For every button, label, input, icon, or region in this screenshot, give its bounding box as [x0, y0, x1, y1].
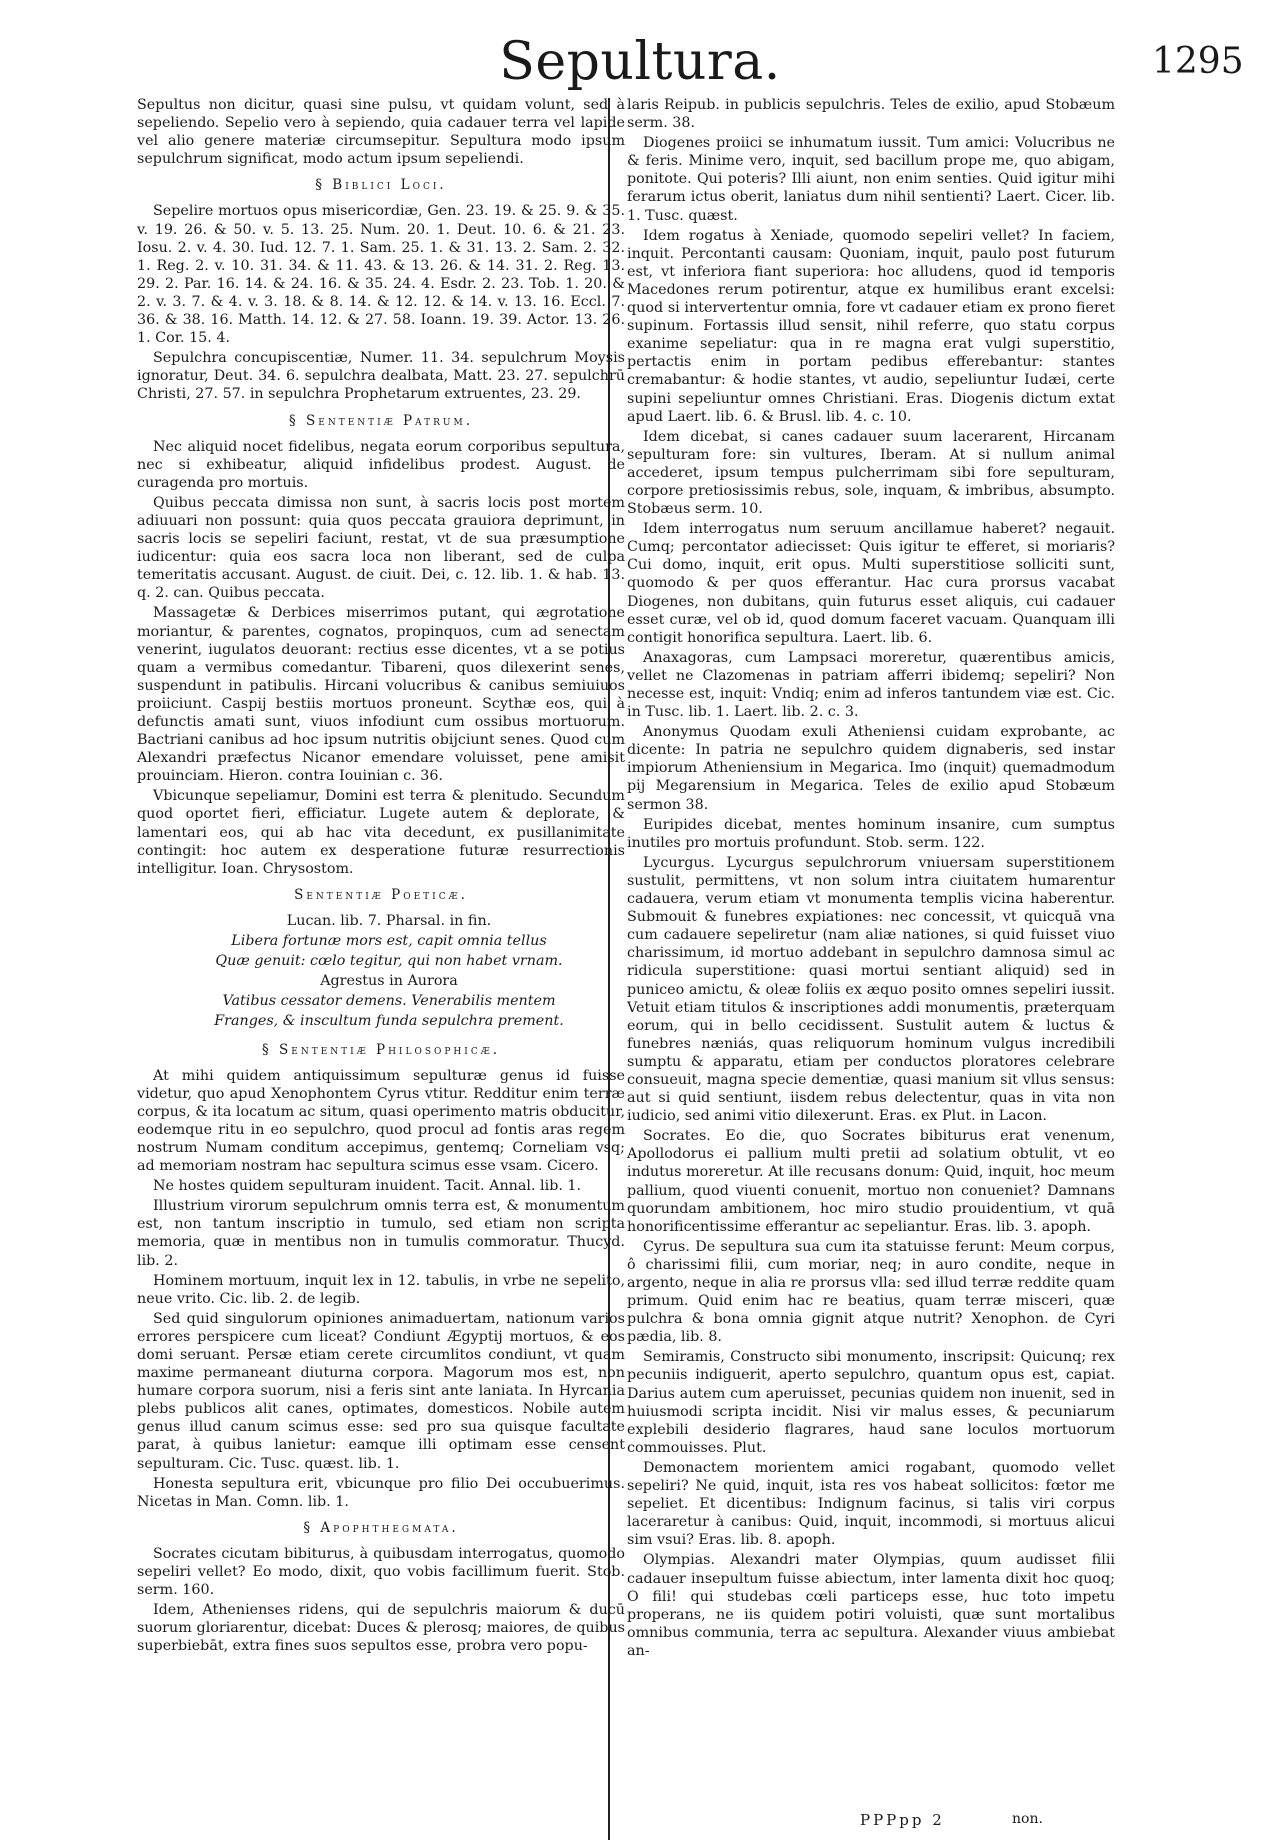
patrum-paragraph: Nec aliquid nocet fidelibus, negata eorum corporibus sepultura, nec si exhibeatur, aliquid infidelibus prodest. August. de curagenda pro mortuis. [137, 438, 625, 491]
section-heading-apophthegmata: § Apophthegmata. [303, 1519, 459, 1536]
philosophic-paragraph: At mihi quidem antiquissimum sepulturæ genus id fuisse videtur, quo apud Xenophontem Cyrus vtitur. Redditur enim terræ corpus, & ita locatum ac situm, quasi operimento matris obducitur, eodemque ritu in eo sepulchro, quod procul ad fontis aras regem nostrum Numam conditum accepimus, gentemq; Corneliam vsq; ad memoriam nostram hac sepultura scimus esse vsam. Cicero. [137, 1067, 625, 1175]
signature-mark: PPPpp 2 [860, 1811, 945, 1829]
left-column [137, 96, 625, 1658]
apophthegm-paragraph: Idem, Athenienses ridens, qui de sepulchris maiorum & ducū suorum gloriarentur, dicebat: Duces & plerosq; maiores, de quibus superbiebāt, extra fines suos sepultos esse, probra vero popu- [137, 1602, 625, 1655]
apophthegm-paragraph: Demonactem morientem amici rogabant, quomodo vellet sepeliri? Ne quid, inquit, ista res vos habeat sollicitos: fœtor me sepeliet. Et dicentibus: Indignum facinus, si talis viri corpus laceraretur à canibus: Quid, inquit, incommodi, si mortuus alicui sim vsui? Eras. lib. 8. apoph. [627, 1459, 1115, 1549]
philosophic-paragraph: Illustrium virorum sepulchrum omnis terra est, & monumentum est, non tantum inscriptio in tumulo, sed etiam non scripta memoria, quæ in mentibus non in tumulis commoratur. Thucyd. lib. 2. [137, 1198, 625, 1269]
apophthegm-paragraph: Lycurgus. Lycurgus sepulchrorum vniuersam superstitionem sustulit, permittens, vt non solum intra ciuitatem humarentur cadauera, verum etiam vt monumenta templis vicina haberentur. Submouit & funebres expiationes: nec concessit, vt quicquā vna cum cadauere sepeliretur (nam aliæ nationes, si quid fuisset viuo charissimum, id mortuo addebant in sepulchro damnosa simul ac ridicula superstitione: quasi mortui sentiant aliquid) sed in puniceo amictu, & oleæ foliis ex æquo posito omnes sepeliri iussit. Vetuit etiam titulos & inscriptiones addi monumentis, præterquam eorum, qui in bello cecidissent. Sustulit autem & luctus & funebres næniás, quas reliquorum hominum vulgus incredibili sumptu & apparatu, etiam per conductos ploratores celebrare consueuit, magna specie dementiæ, quasi manium sit vllus sensus: aut si quid sentiunt, iisdem rebus delectentur, quas in vita non iudicio, sed animi vitio dilexerunt. Eras. ex Plut. in Lacon. [627, 854, 1115, 1125]
apophthegm-paragraph: Diogenes proiici se inhumatum iussit. Tum amici: Volucribus ne & feris. Minime vero, inquit, sed bacillum prope me, quo abigam, ponitote. Qui poteris? Illi aiunt, non enim senties. Quid igitur mihi ferarum ictus oberit, laniatus dum nihil sentienti? Laert. Cicer. lib. 1. Tusc. quæst. [627, 135, 1115, 224]
poetic-source: Agrestus in Aurora [320, 973, 458, 990]
apophthegm-paragraph: Idem dicebat, si canes cadauer suum lacerarent, Hircanam sepulturam fore: sin vultures, Iberam. At si nullum animal accederet, ipsum tempus pulcherrimam sibi fore sepulturam, corpore pretiosissimis rebus, sole, inquam, & imbribus, absumpto. Stobæus serm. 10. [627, 428, 1115, 518]
apophthegm-paragraph: Socrates cicutam bibiturus, à quibusdam interrogatus, quomodo sepeliri vellet? Eo modo, dixit, quo vobis facillimum fuerit. Stob. serm. 160. [137, 1545, 625, 1599]
apophthegm-paragraph: Euripides dicebat, mentes hominum insanire, cum sumptus inutiles pro mortuis profundunt. Stob. serm. 122. [627, 816, 1115, 851]
apophthegm-paragraph: laris Reipub. in publicis sepulchris. Teles de exilio, apud Stobæum serm. 38. [627, 97, 1115, 132]
apophthegm-paragraph: Socrates. Eo die, quo Socrates bibiturus erat venenum, Apollodorus ei pallium multi pretii ad solatium obtulit, vt eo indutus moreretur. At ille recusans donum: Quid, inquit, hoc meum pallium, quod viuenti conuenit, mortuo non conueniet? Damnans quorundam ambitionem, hoc miro studio prouidentium, vt quā honorificentissime efferantur ac sepeliantur. Eras. lib. 3. apoph. [627, 1128, 1115, 1235]
poetic-verse: Quæ genuit: cœlo tegitur, qui non habet vrnam. [215, 953, 563, 970]
apophthegm-paragraph: Idem rogatus à Xeniade, quomodo sepeliri vellet? In faciem, inquit. Percontanti causam: Quoniam, inquit, paulo post futurum est, vt inferiora fiant superiora: hoc alludens, quod id temporis Macedones rerum potirentur, atque ex humilibus erant excelsi: quod si intervertentur omnia, fore vt cadauer etiam ex prono fieret supinum. Fortassis illud sensit, nihil referre, quo statu corpus exanime sepeliatur: qua in re magna erat vulgi superstitio, pertactis enim in portam pedibus efferebantur: stantes cremabantur: & hodie stantes, vt audio, sepeliuntur Iudæi, certe supini sepeliuntur omnes Christiani. Eras. Diogenis dictum extat apud Laert. lib. 6. & Brusl. lib. 4. c. 10. [627, 227, 1115, 425]
philosophic-paragraph: Ne hostes quidem sepulturam inuident. Tacit. Annal. lib. 1. [153, 1178, 582, 1195]
intro-paragraph: Sepultus non dicitur, quasi sine pulsu, vt quidam volunt, sed à sepeliendo. Sepelio vero à sepiendo, quia cadauer terra vel lapide vel alio genere materiæ circumsepitur. Sepultura modo ipsum sepulchrum significat, modo actum ipsum sepeliendi. [137, 97, 625, 168]
apophthegm-paragraph: Anonymus Quodam exuli Atheniensi cuidam exprobante, ac dicente: In patria ne sepulchro quidem dignaberis, sed instar impiorum Atheniensium in Megarica. Imo (inquit) quemadmodum pij Megarensium in Megarica. Teles de exilio apud Stobæum sermon 38. [627, 724, 1115, 813]
poetic-quotes [137, 912, 625, 1031]
section-heading-philosophicae: § Sententiæ Philosophicæ. [261, 1041, 501, 1058]
poetic-source: Lucan. lib. 7. Pharsal. in fin. [286, 912, 492, 929]
page-number: 1295 [1152, 41, 1244, 82]
right-column [627, 96, 1115, 1662]
apophthegm-paragraph: Anaxagoras, cum Lampsaci moreretur, quærentibus amicis, vellet ne Clazomenas in patriam afferri ibidemq; sepeliri? Non necesse est, inquit: Vndiq; enim ad inferos tantundem viæ est. Cic. in Tusc. lib. 1. Laert. lib. 2. c. 3. [627, 649, 1115, 721]
biblici-paragraph: Sepulchra concupiscentiæ, Numer. 11. 34. sepulchrum Moysis ignoratur, Deut. 34. 6. sepulchra dealbata, Matt. 23. 27. sepulchrū Christi, 27. 57. in sepulchra Prophetarum extruentes, 23. 29. [137, 350, 625, 403]
running-title: Sepultura. [499, 32, 781, 92]
philosophic-paragraph: Honesta sepultura erit, vbicunque pro filio Dei occubuerimus. Nicetas in Man. Comn. lib. 1. [137, 1475, 625, 1510]
poetic-verse: Franges, & inscultum funda sepulchra prement. [214, 1013, 564, 1030]
philosophic-paragraph: Sed quid singulorum opiniones animaduertam, nationum varios errores perspicere cum liceat? Condiunt Ægyptij mortuos, & eos domi seruant. Persæ etiam cerete circumlitos condiunt, vt quam maxime permaneant diuturna corpora. Magorum mos est, non humare corpora suorum, nisi a feris sint ante laniata. In Hyrcania plebs publicos alit canes, optimates, domesticos. Nobile autem genus illud canum scimus esse: sed pro sua quisque facultate parat, à quibus lanietur: eamque illi optimam esse censent sepulturam. Cic. Tusc. quæst. lib. 1. [137, 1310, 625, 1472]
section-heading-biblici: § Biblici Loci. [315, 177, 447, 194]
section-heading-patrum: § Sententiæ Patrum. [288, 412, 473, 429]
apophthegm-paragraph: Cyrus. De sepultura sua cum ita statuisse ferunt: Meum corpus, ô charissimi filii, cum moriar, neq; in auro condite, neque in argento, neque in alia re prorsus vlla: sed illud terræ reddite quam primum. Quid enim hac re beatius, quam terræ misceri, quæ pulchra & bona omnia gignit atque nutrit? Xenophon. de Cyri pædia, lib. 8. [627, 1238, 1115, 1346]
apophthegm-paragraph: Olympias. Alexandri mater Olympias, quum audisset filii cadauer insepultum fuisse abiectum, inter lamenta dixit hoc quoq; O fili! qui studebas cœli particeps esse, huc toto impetu properans, ne iis quidem potiri voluisti, quæ sunt mortalibus omnibus communia, terra ac sepultura. Alexander viuus ambiebat an- [627, 1552, 1115, 1659]
philosophic-paragraph: Hominem mortuum, inquit lex in 12. tabulis, in vrbe ne sepelito, neue vrito. Cic. lib. 2. de legib. [137, 1272, 625, 1307]
catchword: non. [1012, 1811, 1043, 1827]
biblici-paragraph: Sepelire mortuos opus misericordiæ, Gen. 23. 19. & 25. 9. & 35. v. 19. 26. & 50. v. 5. 13. 25. Num. 20. 1. Deut. 10. 6. & 21. 23. Iosu. 2. v. 4. 30. Iud. 12. 7. 1. Sam. 25. 1. & 31. 13. 2. Sam. 2. 32. 1. Reg. 2. v. 10. 31. 34. & 11. 43. & 13. 26. & 14. 31. 2. Reg. 13. 29. 2. Par. 16. 14. & 24. 16. & 35. 24. 4. Esdr. 2. 23. Tob. 1. 20. & 2. v. 3. 7. & 4. v. 3. 18. & 8. 14. & 12. 12. & 14. v. 13. 16. Eccl. 7. 36. & 38. 16. Matth. 14. 12. & 27. 58. Ioann. 19. 39. Actor. 13. 26. 1. Cor. 15. 4. [137, 203, 625, 347]
patrum-paragraph: Vbicunque sepeliamur, Domini est terra & plenitudo. Secundum quod oportet fieri, efficiatur. Lugete autem & deplorate, & lamentari eos, qui ab hac vita decedunt, ex pusillanimitate contingit: hoc autem ex desperatione futuræ resurrectionis intelligitur. Ioan. Chrysostom. [137, 788, 625, 877]
apophthegm-paragraph: Idem interrogatus num seruum ancillamue haberet? negauit. Cumq; percontator adiecisset: Quis igitur te efferet, si moriaris? Cui domo, inquit, erit opus. Multi superstitiose solliciti sunt, quomodo & per quos efferantur. Hac cura prorsus vacabat Diogenes, non dubitans, quin futurus esset aliquis, cui cadauer esset curæ, vel ob id, quod domum faceret vacuam. Quanquam illi contigit honorifica sepultura. Laert. lib. 6. [627, 521, 1115, 646]
patrum-paragraph: Quibus peccata dimissa non sunt, à sacris locis post mortem adiuuari non possunt: quia quos peccata grauiora deprimunt, in sacris locis se sepeliri faciunt, restat, vt de sua præsumptione iudicentur: quia eos sacra loca non liberant, sed de culpa temeritatis accusant. August. de ciuit. Dei, c. 12. lib. 1. & hab. 13. q. 2. can. Quibus peccata. [137, 494, 625, 602]
poetic-verse: Libera fortunæ mors est, capit omnia tellus [231, 933, 547, 950]
apophthegm-paragraph: Semiramis, Constructo sibi monumento, inscripsit: Quicunq; rex pecuniis indiguerit, aperto sepulchro, quantum opus est, capiat. Darius autem cum aperuisset, pecunias quidem non inuenit, sed in huiusmodi scripta incidit. Nisi vir malus esses, & pecuniarum explebili desiderio flagrares, haud sane loculos mortuorum commouisses. Plut. [627, 1349, 1115, 1456]
patrum-paragraph: Massagetæ & Derbices miserrimos putant, qui ægrotatione moriantur, & parentes, cognatos, propinquos, cum ad senectam venerint, iugulatos deuorant: rectius esse dicentes, vt a se potius quam a vermibus comedantur. Tibareni, quos dilexerint senes, suspendunt in patibulis. Hircani volucribus & canibus semiuiuos proiiciunt. Caspij bestiis mortuos proneunt. Scythæ eos, qui à defunctis amati sunt, viuos infodiunt cum ossibus mortuorum. Bactriani canibus ad hoc ipsum nutritis obijciunt senes. Quod cum Alexandri præfectus Nicanor emendare voluisset, pene amisit prouinciam. Hieron. contra Iouinian c. 36. [137, 605, 625, 785]
section-heading-poeticae: Sententiæ Poeticæ. [294, 886, 468, 903]
poetic-verse: Vatibus cessator demens. Venerabilis mentem [222, 993, 556, 1010]
